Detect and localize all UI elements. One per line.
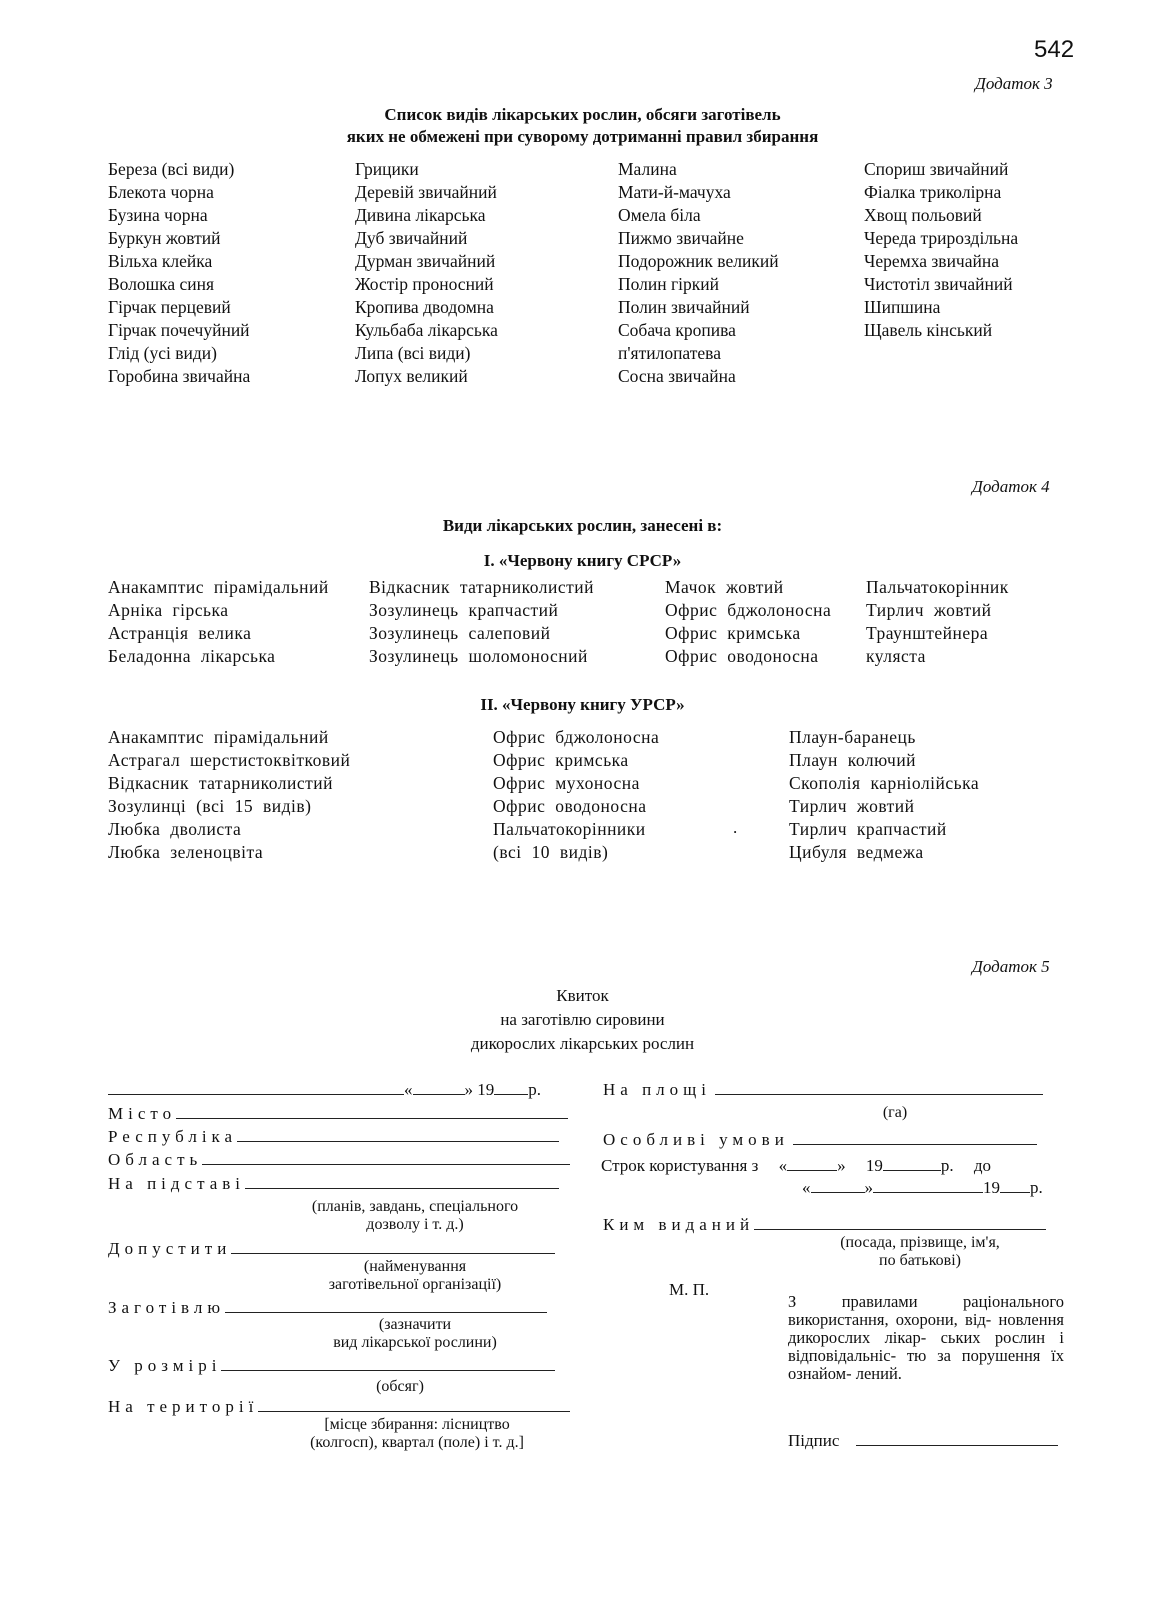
- ticket-title: Квиток: [556, 986, 609, 1005]
- republic-field: [108, 1127, 559, 1147]
- plant-name: Бузина чорна: [108, 205, 208, 225]
- plant-name: Подорожник великий: [618, 251, 779, 271]
- plant-name: Жостір проносний: [355, 274, 494, 294]
- issued-by-blank[interactable]: [754, 1215, 1046, 1230]
- appendix-3-column-3: [618, 158, 779, 388]
- term-end-day-blank[interactable]: [811, 1178, 865, 1193]
- territory-label: На території: [108, 1397, 259, 1416]
- red-book-ursr-column-3: [789, 726, 979, 864]
- basis-field: [108, 1174, 559, 1194]
- area-field: [603, 1080, 1043, 1100]
- allow-label: Допустити: [108, 1239, 232, 1258]
- special-conditions-blank[interactable]: [793, 1130, 1037, 1145]
- region-blank[interactable]: [202, 1150, 570, 1165]
- plant-name: Офрис оводоносна: [665, 646, 819, 666]
- term-end-month-blank[interactable]: [873, 1178, 983, 1193]
- appendix-4-label: Додаток 4: [972, 477, 1050, 496]
- amount-label: У розмірі: [108, 1356, 222, 1375]
- term-year-suffix: р.: [940, 1156, 954, 1175]
- quote-close: »: [864, 1178, 873, 1197]
- term-year-prefix: 19: [865, 1156, 883, 1175]
- plant-name: Черемха звичайна: [864, 251, 1000, 271]
- year-prefix: 19: [477, 1080, 495, 1099]
- appendix-5-label: Додаток 5: [972, 957, 1050, 976]
- plant-name: Полин звичайний: [618, 297, 750, 317]
- red-book-ursr-heading: II. «Червону книгу УРСР»: [480, 695, 685, 714]
- hint-line: (обсяг): [376, 1378, 424, 1395]
- term-to: до: [973, 1156, 991, 1175]
- appendix-3-title-line1: Список видів лікарських рослин, обсяги заготівель: [384, 105, 781, 124]
- appendix-3-column-2: [355, 158, 498, 388]
- hint-line: [місце збирання: лісництво: [324, 1416, 510, 1433]
- term-year-blank[interactable]: [883, 1156, 941, 1171]
- page-number: 542: [1034, 36, 1075, 63]
- plant-name: Глід (усі види): [108, 343, 217, 363]
- republic-label: Республіка: [108, 1127, 238, 1146]
- quote-close: »: [464, 1080, 473, 1099]
- plant-name: Тирлич жовтий: [866, 600, 992, 620]
- plant-name: Волошка синя: [108, 274, 215, 294]
- year-blank[interactable]: [494, 1080, 528, 1095]
- region-field: [108, 1150, 570, 1170]
- red-book-ussr-column-4: [866, 576, 1009, 668]
- plant-name: Офрис кримська: [493, 750, 629, 770]
- plant-name: Вільха клейка: [108, 251, 213, 271]
- republic-blank[interactable]: [237, 1127, 559, 1142]
- plant-name: Астрагал шерстистоквітковий: [108, 750, 351, 770]
- plant-name: Зозулинець шоломоносний: [369, 646, 588, 666]
- plant-name: Буркун жовтий: [108, 228, 221, 248]
- plant-name: Тирлич жовтий: [789, 796, 915, 816]
- area-label: На площі: [603, 1080, 711, 1099]
- harvest-field: [108, 1298, 547, 1318]
- plant-name: Зозулинець салеповий: [369, 623, 551, 643]
- term-day-blank[interactable]: [787, 1156, 837, 1171]
- hint-line: (колгосп), квартал (поле) і т. д.]: [310, 1434, 524, 1451]
- plant-name: Зозулинці (всі 15 видів): [108, 796, 312, 816]
- signature-label: Підпис: [788, 1431, 840, 1450]
- plant-name: Хвощ польовий: [864, 205, 982, 225]
- plant-name: Малина: [618, 159, 677, 179]
- amount-hint: [260, 1378, 540, 1396]
- red-book-ussr-heading: I. «Червону книгу СРСР»: [483, 551, 682, 570]
- appendix-3-label: Додаток 3: [975, 74, 1053, 93]
- plant-name: Деревій звичайний: [355, 182, 497, 202]
- plant-name: Траунштейнера: [866, 623, 989, 643]
- hint-line: дозволу і т. д.): [366, 1216, 464, 1233]
- plant-name: Береза (всі види): [108, 159, 235, 179]
- term-end-field: [802, 1178, 1043, 1198]
- appendix-4-title: Види лікарських рослин, занесені в:: [442, 516, 723, 535]
- stamp-place: М. П.: [669, 1280, 710, 1299]
- plant-name: Офрис оводоносна: [493, 796, 647, 816]
- plant-name: Щавель кінський: [864, 320, 993, 340]
- quote-open: «: [404, 1080, 413, 1099]
- plant-name: Любка зеленоцвіта: [108, 842, 264, 862]
- plant-name: Пижмо звичайне: [618, 228, 744, 248]
- plant-name: Офрис бджолоносна: [493, 727, 660, 747]
- hint-line: (зазначити: [378, 1316, 452, 1333]
- plant-name: Анакамптис пірамідальний: [108, 577, 329, 597]
- signature-field: [788, 1431, 1058, 1451]
- plant-name: Горобина звичайна: [108, 366, 251, 386]
- term-label: Строк користування з: [601, 1156, 759, 1175]
- plant-name: Гірчак почечуйний: [108, 320, 250, 340]
- red-book-ursr-column-1: [108, 726, 350, 864]
- plant-name: Цибуля ведмежа: [789, 842, 924, 862]
- hint-line: вид лікарської рослини): [333, 1334, 497, 1351]
- plant-name: Мати-й-мачуха: [618, 182, 731, 202]
- harvest-label: Заготівлю: [108, 1298, 226, 1317]
- basis-label: На підставі: [108, 1174, 246, 1193]
- term-end-year-prefix: 19: [983, 1178, 1000, 1197]
- date-field-row: [108, 1080, 541, 1100]
- term-field: [601, 1156, 991, 1176]
- issued-by-label: Ким виданий: [603, 1215, 755, 1234]
- area-blank[interactable]: [715, 1080, 1043, 1095]
- appendix-3-column-1: [108, 158, 250, 388]
- hint-line: по батькові): [879, 1252, 961, 1269]
- plant-name: Зозулинець крапчастий: [369, 600, 559, 620]
- plant-name: Сосна звичайна: [618, 366, 736, 386]
- hint-line: (посада, прізвище, ім'я,: [840, 1234, 1000, 1251]
- plant-name: Собача кропива: [618, 320, 736, 340]
- area-hint: [840, 1104, 950, 1122]
- term-end-year-blank[interactable]: [1000, 1178, 1030, 1193]
- hint-line: (планів, завдань, спеціального: [311, 1198, 519, 1215]
- plant-name: Беладонна лікарська: [108, 646, 276, 666]
- harvest-blank[interactable]: [225, 1298, 547, 1313]
- plant-name: Липа (всі види): [355, 343, 471, 363]
- signature-blank[interactable]: [856, 1431, 1058, 1446]
- basis-hint: [260, 1198, 570, 1234]
- allow-blank[interactable]: [231, 1239, 555, 1254]
- issued-by-field: [603, 1215, 1046, 1235]
- basis-blank[interactable]: [245, 1174, 559, 1189]
- plant-name: Офрис мухоносна: [493, 773, 640, 793]
- plant-name: Полин гіркий: [618, 274, 720, 294]
- plant-name: Фіалка триколірна: [864, 182, 1002, 202]
- plant-name: Грицики: [355, 159, 419, 179]
- plant-name: Шипшина: [864, 297, 941, 317]
- harvest-hint: [260, 1316, 570, 1352]
- ticket-subtitle-2: дикорослих лікарських рослин: [470, 1034, 695, 1053]
- city-field: [108, 1104, 568, 1124]
- plant-name: Арніка гірська: [108, 600, 229, 620]
- plant-name: Чистотіл звичайний: [864, 274, 1013, 294]
- special-conditions-field: [603, 1130, 1037, 1150]
- city-blank[interactable]: [176, 1104, 568, 1119]
- red-book-ussr-column-2: [369, 576, 594, 668]
- plant-name: Плаун-баранець: [789, 727, 916, 747]
- hint-line: (га): [882, 1104, 908, 1121]
- hint-line: заготівельної організації): [328, 1276, 502, 1293]
- plant-name: Дуб звичайний: [355, 228, 468, 248]
- plant-name: Дивина лікарська: [355, 205, 486, 225]
- stray-dot: .: [733, 818, 738, 837]
- plant-name: Любка дволиста: [108, 819, 242, 839]
- plant-name: Гірчак перцевий: [108, 297, 231, 317]
- plant-name: Скополія карніолійська: [789, 773, 980, 793]
- amount-field: [108, 1356, 555, 1376]
- plant-name: куляста: [866, 646, 926, 666]
- plant-name: Спориш звичайний: [864, 159, 1009, 179]
- territory-field: [108, 1397, 570, 1417]
- plant-name: Тирлич крапчастий: [789, 819, 947, 839]
- plant-name: Пальчатокорінники: [493, 819, 646, 839]
- territory-blank[interactable]: [258, 1397, 570, 1412]
- quote-open: «: [802, 1178, 811, 1197]
- ticket-subtitle-1: на заготівлю сировини: [500, 1010, 665, 1029]
- territory-hint: [262, 1416, 572, 1452]
- appendix-3-column-4: [864, 158, 1018, 342]
- special-conditions-label: Особливі умови: [603, 1130, 789, 1149]
- plant-name: Пальчатокорінник: [866, 577, 1009, 597]
- plant-name: Астранція велика: [108, 623, 252, 643]
- year-suffix: р.: [528, 1080, 541, 1099]
- quote-close: »: [837, 1156, 846, 1175]
- allow-hint: [260, 1258, 570, 1294]
- plant-name: Офрис кримська: [665, 623, 801, 643]
- plant-name: Череда трироздільна: [864, 228, 1019, 248]
- region-label: Область: [108, 1150, 203, 1169]
- city-label: Місто: [108, 1104, 177, 1123]
- hint-line: (найменування: [363, 1258, 467, 1275]
- red-book-ussr-column-1: [108, 576, 329, 668]
- amount-blank[interactable]: [221, 1356, 555, 1371]
- day-blank[interactable]: [413, 1080, 465, 1095]
- plant-name: Анакамптис пірамідальний: [108, 727, 329, 747]
- red-book-ussr-column-3: [665, 576, 831, 668]
- plant-name: (всі 10 видів): [493, 842, 609, 862]
- plant-name: Омела біла: [618, 205, 701, 225]
- plant-name: Офрис бджолоносна: [665, 600, 832, 620]
- term-end-year-suffix: р.: [1030, 1178, 1043, 1197]
- plant-name: Кульбаба лікарська: [355, 320, 498, 340]
- plant-name: Кропива дводомна: [355, 297, 494, 317]
- issued-by-hint: [800, 1234, 1040, 1270]
- plant-name: Блекота чорна: [108, 182, 214, 202]
- plant-name: Відкасник татарниколистий: [108, 773, 333, 793]
- quote-open: «: [778, 1156, 788, 1175]
- plant-name: Плаун колючий: [789, 750, 917, 770]
- red-book-ursr-column-2: [493, 726, 659, 864]
- appendix-3-title-line2: яких не обмежені при суворому дотриманні правил збирання: [346, 127, 819, 146]
- plant-name: Відкасник татарниколистий: [369, 577, 594, 597]
- allow-field: [108, 1239, 555, 1259]
- place-blank[interactable]: [108, 1080, 404, 1095]
- plant-name: Мачок жовтий: [665, 577, 784, 597]
- plant-name: Лопух великий: [355, 366, 468, 386]
- plant-name: Дурман звичайний: [355, 251, 496, 271]
- rules-acknowledgement: З правилами раціонального використання, охорони, від- новлення дикорослих лікар- ських рослин і відповідальніс- тю за порушення їх ознайом- лений.: [788, 1292, 1064, 1383]
- plant-name: п'ятилопатева: [618, 343, 721, 363]
